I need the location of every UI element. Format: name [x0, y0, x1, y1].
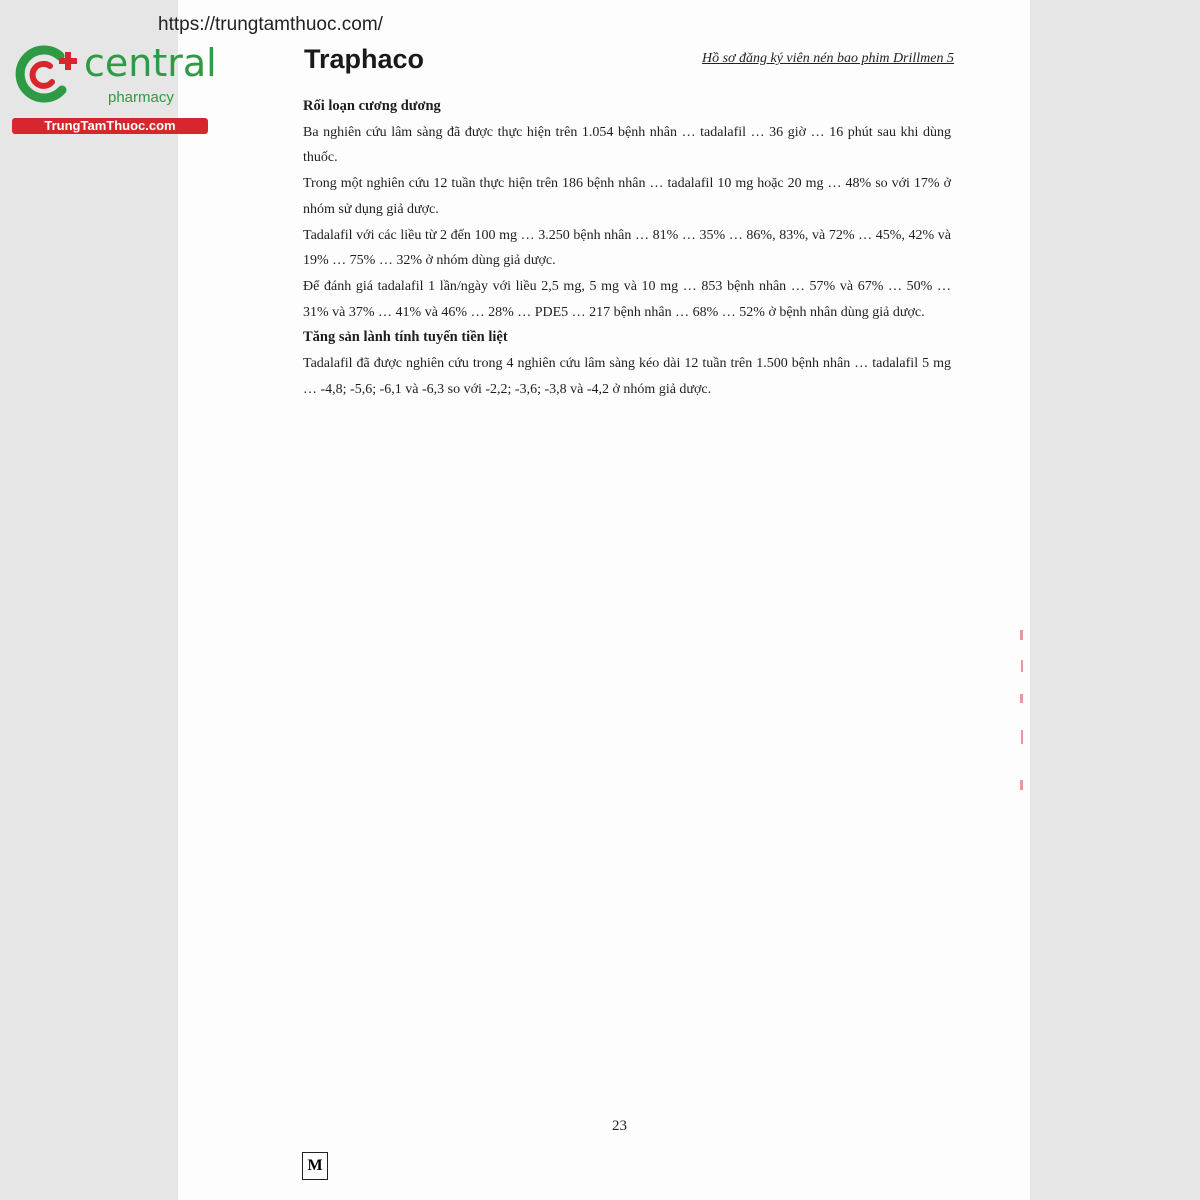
- brand-logo: Traphaco: [304, 44, 425, 74]
- logo-ribbon: TrungTamThuoc.com: [12, 118, 208, 134]
- paragraph: Tadalafil với các liều từ 2 đến 100 mg … 3.250 bệnh nhân … 81% … 35% … 86%, 83%, và 72% … 45%, 42% và 19% … 75% … 32% ở nhóm dùng giả dược.: [303, 227, 951, 269]
- page-number: 23: [612, 1118, 627, 1134]
- paragraph: Ba nghiên cứu lâm sàng đã được thực hiện trên 1.054 bệnh nhân … tadalafil … 36 giờ … 16 phút sau khi dùng thuốc.: [303, 124, 951, 166]
- document-body: [303, 94, 951, 402]
- logo-subtitle: pharmacy: [108, 89, 174, 106]
- red-stamp-marks: [1016, 630, 1030, 810]
- site-url[interactable]: https://trungtamthuoc.com/: [158, 14, 383, 35]
- dossier-title: Hồ sơ đăng ký viên nén bao phim Drillmen 5: [701, 51, 954, 66]
- logo-wordmark: central: [84, 41, 217, 85]
- section-heading: Rối loạn cương dương: [303, 98, 441, 114]
- paragraph: Để đánh giá tadalafil 1 lần/ngày với liều 2,5 mg, 5 mg và 10 mg … 853 bệnh nhân … 57% và 67% … 50% … 31% và 37% … 41% và 46% … 28% … PDE5 … 217 bệnh nhân … 68% … 52% ở bệnh nhân dùng giả dược.: [303, 278, 951, 320]
- central-pharmacy-logo-icon: [10, 40, 78, 108]
- section-heading: Tăng sản lành tính tuyến tiền liệt: [303, 329, 508, 346]
- paragraph: Trong một nghiên cứu 12 tuần thực hiện trên 186 bệnh nhân … tadalafil 10 mg hoặc 20 mg … 48% so với 17% ở nhóm sử dụng giả dược.: [303, 176, 951, 217]
- footer-mark: M: [302, 1152, 328, 1180]
- paragraph: Tadalafil đã được nghiên cứu trong 4 nghiên cứu lâm sàng kéo dài 12 tuần trên 1.500 bệnh nhân … tadalafil 5 mg … -4,8; -5,6; -6,1 và -6,3 so với -2,2; -3,6; -3,8 và -4,2 ở nhóm giả dược.: [303, 356, 951, 397]
